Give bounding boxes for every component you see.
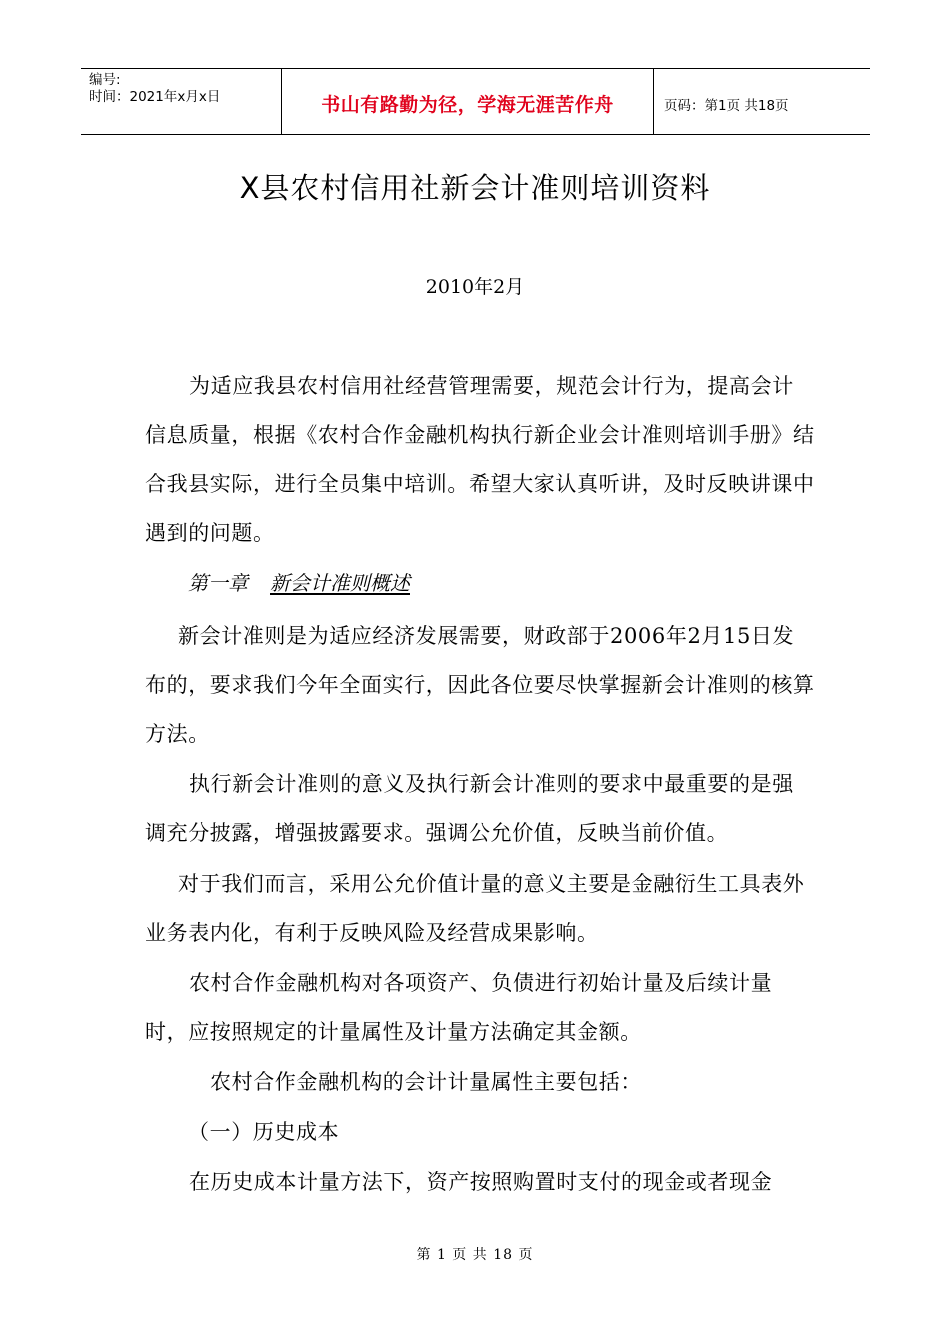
chapter-heading xyxy=(188,566,410,600)
chapter-title: 新会计准则概述 xyxy=(270,571,410,595)
paragraph-6: 在历史成本计量方法下，资产按照购置时支付的现金或者现金 xyxy=(189,1170,773,1194)
document-header xyxy=(81,68,870,135)
header-meta-cell xyxy=(81,69,282,134)
header-motto: 书山有路勤为径，学海无涯苦作舟 xyxy=(321,94,614,116)
paragraph-5: 农村合作金融机构的会计计量属性主要包括： xyxy=(210,1070,642,1094)
document-number-label: 编号: xyxy=(89,72,121,88)
paragraph-4: 农村合作金融机构对各项资产、负债进行初始计量及后续计量时，应按照规定的计量属性及计量方法确定其金额。 xyxy=(145,971,773,1044)
chapter-number: 第一章 xyxy=(188,571,248,595)
page-footer: 第 1 页 共 18 页 xyxy=(416,1247,534,1263)
header-motto-cell xyxy=(282,69,654,134)
document-date: 2010年2月 xyxy=(425,276,525,298)
paragraph-1: 新会计准则是为适应经济发展需要，财政部于2006年2月15日发布的，要求我们今年全面实行，因此各位要尽快掌握新会计准则的核算方法。 xyxy=(145,624,815,746)
paragraph-3: 对于我们而言，采用公允价值计量的意义主要是金融衍生工具表外业务表内化，有利于反映风险及经营成果影响。 xyxy=(145,872,805,945)
document-title: X县农村信用社新会计准则培训资料 xyxy=(239,171,711,205)
document-time-label: 时间：2021年x月x日 xyxy=(89,89,221,105)
paragraph-2: 执行新会计准则的意义及执行新会计准则的要求中最重要的是强调充分披露，增强披露要求。强调公允价值，反映当前价值。 xyxy=(145,772,794,845)
section-heading-1: （一）历史成本 xyxy=(188,1120,340,1144)
intro-paragraph: 为适应我县农村信用社经营管理需要，规范会计行为，提高会计信息质量，根据《农村合作金融机构执行新企业会计准则培训手册》结合我县实际，进行全员集中培训。希望大家认真听讲，及时反映讲课中遇到的问题。 xyxy=(145,374,815,545)
header-page-info: 页码：第1页 共18页 xyxy=(664,97,789,114)
header-page-cell xyxy=(654,69,870,134)
